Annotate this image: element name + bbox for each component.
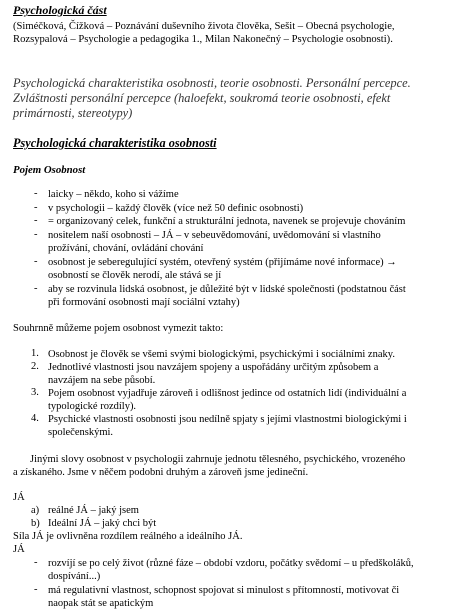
ja-item-b: Ideální JÁ – jaký chci být bbox=[48, 518, 157, 529]
bullet-dash: - bbox=[34, 584, 38, 595]
bullet-dash: - bbox=[34, 188, 38, 199]
numbered-item-4-line-2: společenskými. bbox=[48, 427, 114, 438]
bullet-item-5-line-1: osobnost je seberegulující systém, otevřený systém (přijímáme nové informace) → bbox=[48, 257, 397, 268]
ja-item-a-marker: a) bbox=[31, 505, 40, 516]
intro-line-1: Psychologická charakteristika osobnosti, teorie osobnosti. Personální percepce. bbox=[13, 76, 411, 90]
ja-sentence: Síla JÁ je ovlivněna rozdílem reálného a ideálního JÁ. bbox=[13, 531, 243, 542]
ja-item-a: reálné JÁ – jaký jsem bbox=[48, 505, 139, 516]
numbered-item-2-line-2: navzájem na sebe působí. bbox=[48, 375, 156, 386]
ja-label-2: JÁ bbox=[13, 544, 25, 555]
number-marker: 2. bbox=[31, 361, 39, 372]
bullet-item-4-line-1: nositelem naší osobnosti – JÁ – v sebeuvědomování, uvědomování si vlastního bbox=[48, 230, 381, 241]
sources-line-1: (Siméčková, Čížková – Poznávání duševního života člověka, Sešit – Obecná psychologie, bbox=[13, 21, 395, 32]
intro-line-2: Zvláštnosti personální percepce (haloefekt, soukromá teorie osobnosti, efekt bbox=[13, 91, 391, 105]
bullet-dash: - bbox=[34, 283, 38, 294]
bullet-item-6-line-2: při formování osobnosti mají sociální vztahy) bbox=[48, 297, 240, 308]
subsection-title: Pojem Osobnost bbox=[13, 164, 86, 176]
summary-intro: Souhrnně můžeme pojem osobnost vymezit takto: bbox=[13, 323, 224, 334]
number-marker: 3. bbox=[31, 387, 39, 398]
ja-bullet-2-line-2: naopak stát se apatickým bbox=[48, 598, 154, 609]
bullet-dash: - bbox=[34, 256, 38, 267]
ja-bullet-1-line-1: rozvíjí se po celý život (různé fáze – období vzdoru, počátky svědomí – u předškoláků, bbox=[48, 558, 414, 569]
bullet-dash: - bbox=[34, 229, 38, 240]
bullet-dash: - bbox=[34, 557, 38, 568]
bullet-dash: - bbox=[34, 215, 38, 226]
numbered-item-4-line-1: Psychické vlastnosti osobnosti jsou nedílně spjaty s jejími vlastnostmi biologickými i bbox=[48, 414, 407, 425]
bullet-item-6-line-1: aby se rozvinula lidská osobnost, je důležité být v lidské společnosti (podstatnou část bbox=[48, 284, 406, 295]
bullet-item-3: = organizovaný celek, funkční a strukturální jednota, navenek se projevuje chováním bbox=[48, 216, 406, 227]
numbered-item-1: Osobnost je člověk se všemi svými biologickými, psychickými i sociálními znaky. bbox=[48, 349, 395, 360]
bullet-item-1: laicky – někdo, koho si vážíme bbox=[48, 189, 179, 200]
bullet-item-2: v psychologii – každý člověk (více než 50 definic osobnosti) bbox=[48, 203, 304, 214]
number-marker: 1. bbox=[31, 348, 39, 359]
section-title: Psychologická charakteristika osobnosti bbox=[13, 136, 217, 150]
numbered-item-3-line-1: Pojem osobnost vyjadřuje zároveň i odlišnost jedince od ostatních lidí (individuální a bbox=[48, 388, 407, 399]
ja-bullet-1-line-2: dospívání...) bbox=[48, 571, 101, 582]
bullet-item-4-line-2: prožívání, chování, ovládání chování bbox=[48, 243, 204, 254]
ja-item-b-marker: b) bbox=[31, 518, 40, 529]
bullet-dash: - bbox=[34, 202, 38, 213]
intro-line-3: primárnosti, stereotypy) bbox=[13, 106, 133, 120]
numbered-item-2-line-1: Jednotlivé vlastnosti jsou navzájem spojeny a uspořádány určitým způsobem a bbox=[48, 362, 379, 373]
paragraph-line-1: Jinými slovy osobnost v psychologii zahrnuje jednotu tělesného, psychického, vrozeného bbox=[30, 454, 406, 465]
ja-label-1: JÁ bbox=[13, 492, 25, 503]
paragraph-line-2: a získaného. Jsme v něčem podobni druhým a zároveň jsme jedineční. bbox=[13, 467, 309, 478]
bullet-item-5-line-2: osobností se člověk nerodí, ale stává se jí bbox=[48, 270, 222, 281]
document-title: Psychologická část bbox=[13, 3, 107, 17]
numbered-item-3-line-2: typologické rozdíly). bbox=[48, 401, 137, 412]
number-marker: 4. bbox=[31, 413, 39, 424]
sources-line-2: Rozsypalová – Psychologie a pedagogika 1., Milan Nakonečný – Psychologie osobnosti). bbox=[13, 34, 393, 45]
ja-bullet-2-line-1: má regulativní vlastnost, schopnost spojovat si minulost s přítomností, motivovat či bbox=[48, 585, 400, 596]
